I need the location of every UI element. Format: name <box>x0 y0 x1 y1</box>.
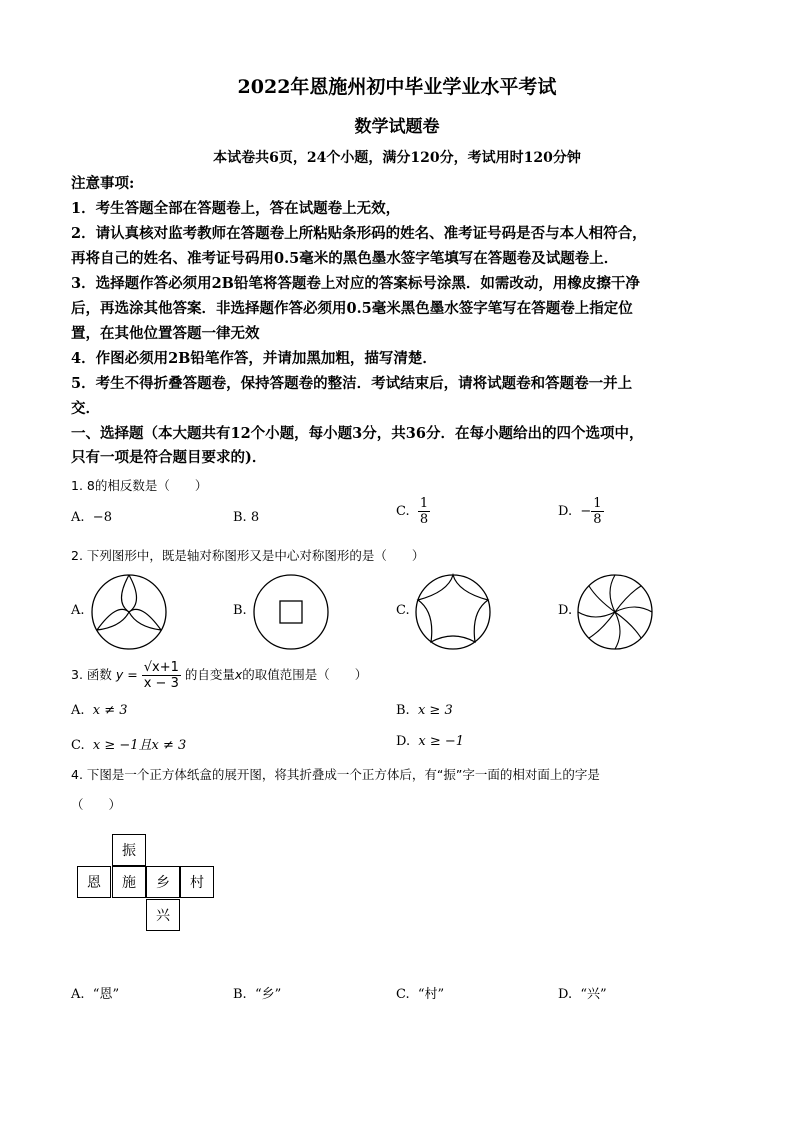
q3-stem-prefix: 3. 函数 <box>71 667 112 682</box>
q2-d-label: D. <box>558 603 573 618</box>
note-4: 4．作图必须用2B铅笔作答，并请加黑加粗，描写清楚． <box>71 350 437 367</box>
q1-c-fraction <box>418 496 430 527</box>
note-5a: 5．考生不得折叠答题卷，保持答题卷的整洁．考试结束后，请将试题卷和答题卷一并上 <box>71 375 633 392</box>
exam-title: 2022年恩施州初中毕业学业水平考试 <box>237 76 557 98</box>
q3-d-label: D. <box>396 734 411 749</box>
q4-a-value: “恩” <box>92 987 120 1002</box>
q1-c-numerator: 1 <box>419 496 429 511</box>
q1-option-b <box>233 510 259 525</box>
q1-option-a <box>71 510 112 525</box>
q1-b-value: 8 <box>250 510 260 525</box>
q4-stem: 4. 下图是一个正方体纸盒的展开图，将其折叠成一个正方体后，有“振”字一面的相对面上的字是 <box>71 767 600 782</box>
q3-a-label: A. <box>71 703 85 718</box>
q1-d-label: D. <box>558 504 573 519</box>
net-cell-shi: 施 <box>112 866 146 898</box>
q3-option-c <box>71 734 186 753</box>
q4-b-label: B. <box>233 987 247 1002</box>
q4-option-b <box>233 983 281 1002</box>
q3-equals: = <box>123 667 142 682</box>
q2-a-label: A. <box>71 603 85 618</box>
q3-stem-suffix: 的取值范围是（ ） <box>242 667 368 682</box>
q1-c-denominator: 8 <box>419 512 429 527</box>
q1-option-c <box>396 496 430 527</box>
q2-c-label: C. <box>396 603 410 618</box>
q2-c-figure-pentagon-star <box>413 572 493 652</box>
exam-subtitle: 数学试题卷 <box>354 117 440 137</box>
note-3c: 置，在其他位置答题一律无效 <box>71 325 260 342</box>
section-1-heading-cont: 只有一项是符合题目要求的)． <box>71 449 267 466</box>
q3-numerator: √x+1 <box>143 660 179 675</box>
q3-stem <box>71 660 367 691</box>
q1-d-denominator: 8 <box>593 512 602 527</box>
q1-stem: 1. 8的相反数是（ ） <box>71 478 208 493</box>
exam-meta: 本试卷共6页，24个小题，满分120分，考试用时120分钟 <box>213 150 581 166</box>
q4-option-d <box>558 983 607 1002</box>
q1-a-label: A. <box>71 510 85 525</box>
note-2b: 再将自己的姓名、准考证号码用0.5毫米的黑色墨水签字笔填写在答题卷及试题卷上． <box>71 250 619 267</box>
q3-var-y: y <box>115 667 124 682</box>
net-cell-xiang: 乡 <box>146 866 180 898</box>
section-1-heading: 一、选择题（本大题共有12个小题，每小题3分，共36分．在每小题给出的四个选项中， <box>71 425 644 442</box>
q3-a-value: x ≠ 3 <box>92 703 128 718</box>
q3-var-x: x <box>234 667 243 682</box>
q3-b-label: B. <box>396 703 410 718</box>
q1-a-value: −8 <box>92 510 112 525</box>
net-cell-zhen: 振 <box>112 834 146 866</box>
q3-option-d <box>396 734 464 749</box>
q1-b-label: B. <box>233 510 247 525</box>
q1-option-d <box>558 496 604 527</box>
q3-fraction <box>142 660 181 691</box>
q2-b-figure-coin <box>251 572 331 652</box>
note-2a: 2．请认真核对监考教师在答题卷上所粘贴条形码的姓名、准考证号码是否与本人相符合， <box>71 225 647 242</box>
note-1: 1．考生答题全部在答题卷上，答在试题卷上无效， <box>71 200 401 217</box>
q2-b-label: B. <box>233 603 247 618</box>
q3-b-value: x ≥ 3 <box>417 703 453 718</box>
q3-c-value: x ≥ −1且x ≠ 3 <box>92 738 187 753</box>
net-cell-cun: 村 <box>180 866 214 898</box>
q3-stem-middle: 的自变量 <box>184 667 235 682</box>
q3-option-b <box>396 703 453 718</box>
q4-paren: （ ） <box>71 797 122 812</box>
q4-option-c <box>396 983 444 1002</box>
q3-option-a <box>71 703 128 718</box>
q2-a-figure-trefoil <box>89 572 169 652</box>
net-cell-xing: 兴 <box>146 899 180 931</box>
note-3b: 后，再选涂其他答案．非选择题作答必须用0.5毫米黑色墨水签字笔写在答题卷上指定位 <box>71 300 633 317</box>
net-cell-en: 恩 <box>77 866 111 898</box>
q2-d-figure-pinwheel <box>575 572 655 652</box>
q4-option-a <box>71 983 119 1002</box>
note-5b: 交． <box>71 400 100 417</box>
note-3a: 3．选择题作答必须用2B铅笔将答题卷上对应的答案标号涂黑．如需改动，用橡皮擦干净 <box>71 275 640 292</box>
q1-d-fraction <box>591 496 603 527</box>
q4-d-label: D. <box>558 987 573 1002</box>
q3-c-label: C. <box>71 738 85 753</box>
q3-denominator: x − 3 <box>143 676 179 691</box>
q4-c-value: “村” <box>417 987 445 1002</box>
q4-d-value: “兴” <box>580 987 607 1002</box>
q1-c-label: C. <box>396 504 410 519</box>
q4-c-label: C. <box>396 987 410 1002</box>
notes-heading: 注意事项: <box>71 175 135 192</box>
q4-b-value: “乡” <box>254 987 282 1002</box>
q1-d-numerator: 1 <box>593 496 602 511</box>
q1-d-sign: − <box>580 504 592 519</box>
q2-stem: 2. 下列图形中，既是轴对称图形又是中心对称图形的是（ ） <box>71 548 425 563</box>
q3-d-value: x ≥ −1 <box>418 734 465 749</box>
q4-a-label: A. <box>71 987 85 1002</box>
